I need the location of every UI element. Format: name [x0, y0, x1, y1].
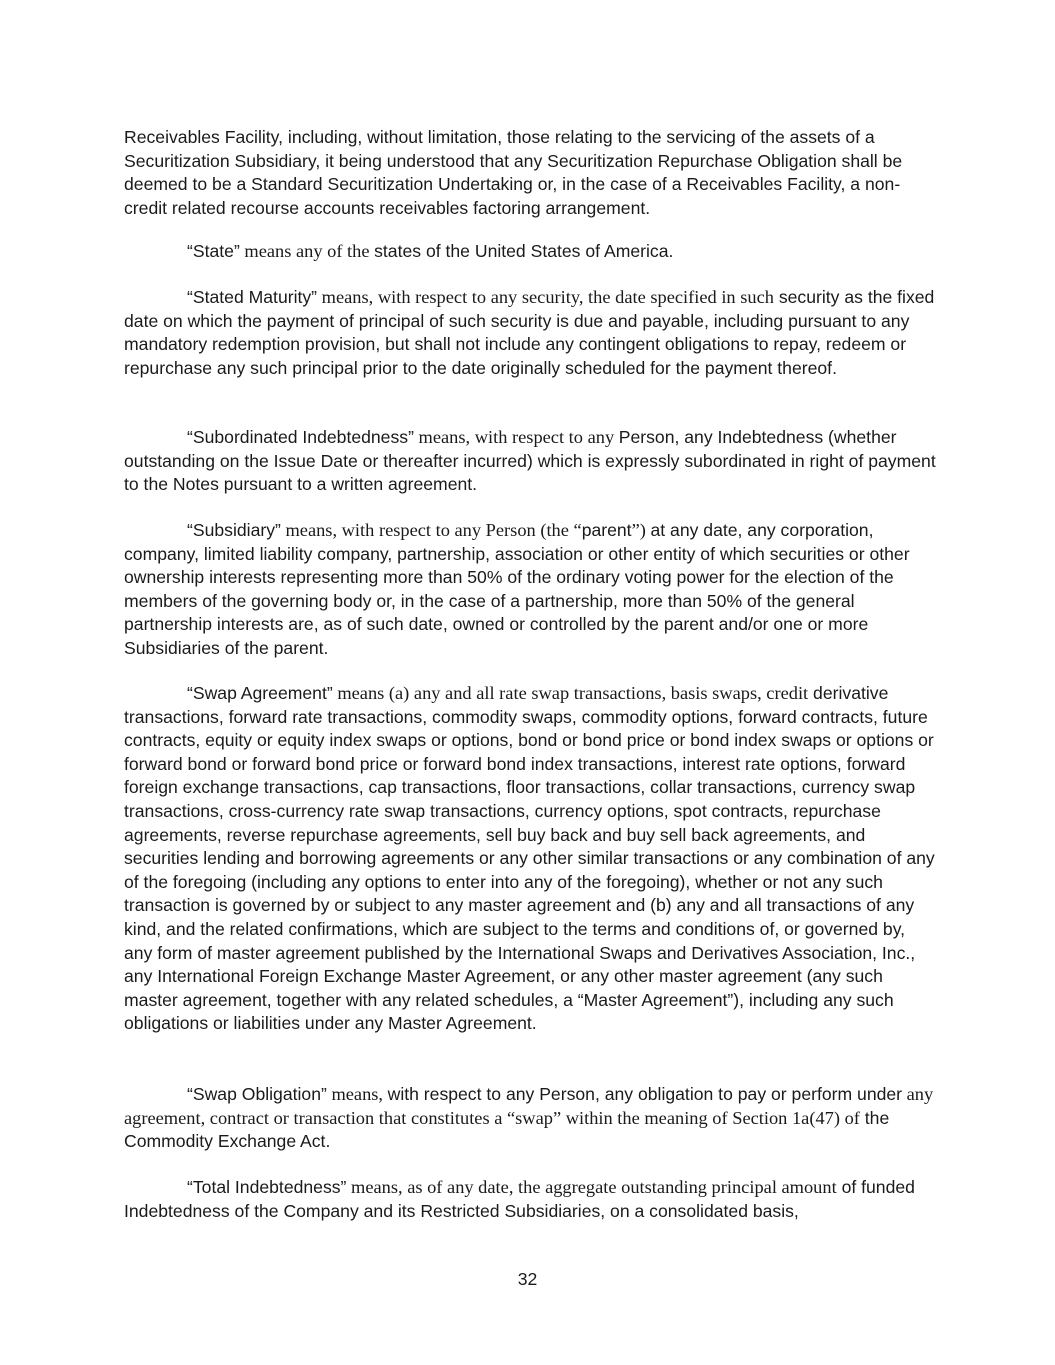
inner-defined-term: “Master Agreement”	[577, 989, 734, 1010]
definition-state	[124, 240, 936, 264]
defined-term: “State”	[187, 241, 240, 261]
definition-stated-maturity	[124, 286, 936, 380]
defined-term: “Stated Maturity”	[187, 287, 318, 307]
definition-text: Person, any Indebtedness (whether outstanding on the Issue Date or thereafter incurred) which is expressly subordinated in right of payment to the Notes pursuant to a written agreement.	[124, 427, 936, 495]
definition-text-serif: means,	[326, 1084, 388, 1104]
definition-text-serif: means, with respect to any security, the date specified in such	[317, 287, 774, 307]
definition-text: of funded Indebtedness of the Company and its Restricted Subsidiaries, on a consolidated basis,	[124, 1177, 915, 1221]
inner-defined-term: parent	[581, 520, 632, 540]
definition-text-serif: means, with respect to any Person (the “	[280, 520, 582, 540]
definition-text-serif: means, as of any date, the aggregate outstanding principal amount	[346, 1177, 837, 1197]
definition-text: security as the fixed date on which the payment of principal of such security is due and payable, including pursuant to any mandatory redemption provision, but shall not include any contingent obligations to repay, redeem or repurchase any such principal prior to the date originally scheduled for the payment thereof.	[124, 287, 935, 378]
definition-text: with respect to any Person, any obligation to pay or perform under	[387, 1084, 903, 1104]
definition-text: at any date, any corporation, company, limited liability company, partnership, association or other entity of which securities or other ownership interests representing more than 50% of the ordinary voting power for the election of the members of the governing body or, in the case of a partnership, more than 50% of the general partnership interests are, as of such date, owned or controlled by the parent and/or one or more Subsidiaries of the parent.	[124, 520, 910, 658]
defined-term: “Subordinated Indebtedness”	[187, 427, 414, 447]
definition-text: states of the United States of America.	[374, 241, 674, 261]
defined-term: “Swap Agreement”	[187, 683, 333, 703]
definition-subsidiary	[124, 519, 936, 661]
page-number: 32	[517, 1269, 538, 1289]
defined-term: “Subsidiary”	[187, 520, 281, 540]
definition-text-serif: means (a) any and all rate swap transactions, basis swaps, credit	[332, 683, 809, 703]
definition-text-serif: means, with respect to any	[413, 427, 619, 447]
paragraph-continuation	[124, 126, 936, 220]
definition-text-2: the Commodity Exchange Act.	[124, 1107, 890, 1152]
definition-subordinated-indebtedness	[124, 426, 936, 497]
definition-swap-obligation	[124, 1083, 936, 1154]
definition-text: derivative transactions, forward rate transactions, commodity swaps, commodity options, forward contracts, future contracts, equity or equity index swaps or options, bond or bond price or bond index swaps or options or forward bond or forward bond price or forward bond index transactions, interest rate options, forward foreign exchange transactions, cap transactions, floor transactions, collar transactions, currency swap transactions, cross-currency rate swap transactions, currency options, spot contracts, repurchase agreements, reverse repurchase agreements, sell buy back and buy sell back agreements, and securities lending and borrowing agreements or any other similar transactions or any combination of any of the foregoing (including any options to enter into any of the foregoing), whether or not any such transaction is governed by or subject to any master agreement and (b) any and all transactions of any kind, and the related confirmations, which are subject to the terms and conditions of, or governed by, any form of master agreement published by the International Swaps and Derivatives Association, Inc., any International Foreign Exchange Master Agreement, or any other master agreement (any such master agreement, together with any related schedules, a	[124, 683, 935, 1010]
defined-term: “Total Indebtedness”	[187, 1177, 347, 1197]
definition-total-indebtedness	[124, 1176, 936, 1223]
definition-text-2: ), including any such obligations or liabilities under any Master Agreement.	[124, 989, 894, 1034]
definition-text-serif: means any of the	[239, 241, 375, 261]
definition-swap-agreement	[124, 682, 936, 1036]
definition-text-serif-2: any agreement, contract or transaction that constitutes a “swap” within the meaning of Section 1a(47) of	[124, 1084, 934, 1128]
definition-text-serif-2: ”)	[631, 520, 651, 540]
defined-term: “Swap Obligation”	[187, 1084, 327, 1104]
paragraph-text: Receivables Facility, including, without limitation, those relating to the servicing of the assets of a Securitization Subsidiary, it being understood that any Securitization Repurchase Obligation shall be deemed to be a Standard Securitization Undertaking or, in the case of a Receivables Facility, a non-credit related recourse accounts receivables factoring arrangement.	[124, 127, 903, 218]
